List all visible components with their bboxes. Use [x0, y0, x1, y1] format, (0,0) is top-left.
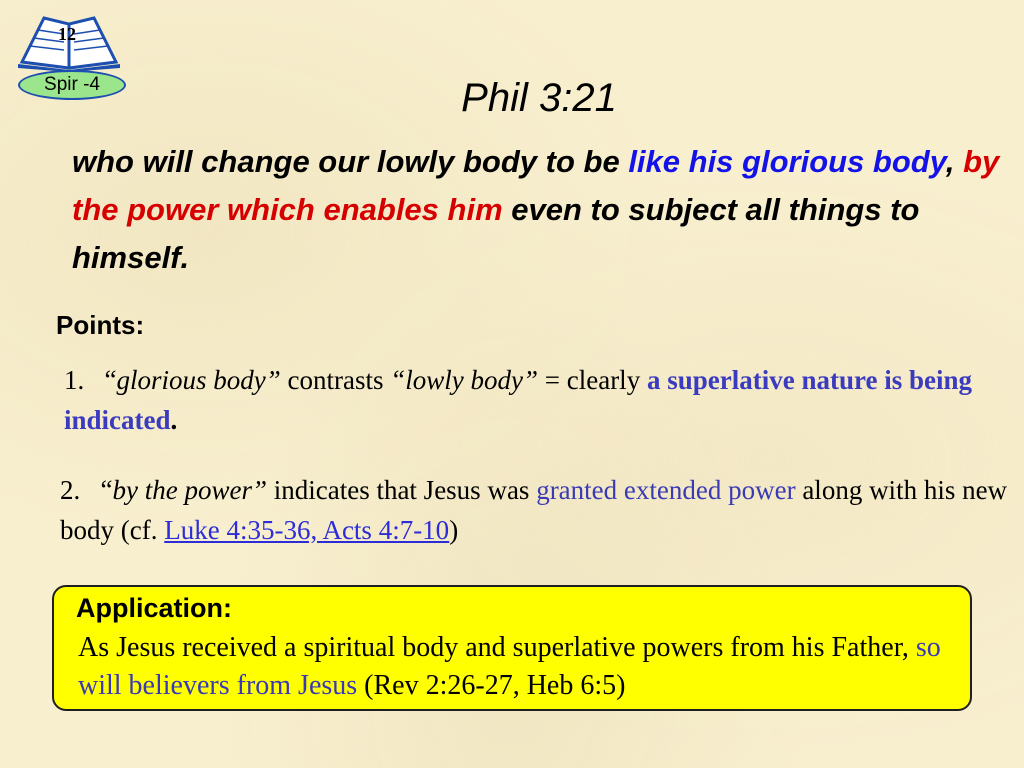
points-heading: Points: [56, 310, 145, 340]
open-quote: “ [104, 365, 117, 395]
point-text: contrasts [280, 365, 391, 395]
point-end: . [170, 405, 178, 435]
verse-part-1: who will change our lowly body to be [72, 144, 629, 179]
point-number: 2. [60, 475, 81, 505]
application-text [78, 629, 958, 705]
application-text-part: As Jesus received a spiritual body and superlative powers from his Father, [78, 632, 916, 663]
verse-part-3: , [945, 144, 964, 179]
point-emphasis: granted extended power [536, 475, 796, 505]
point-quote: glorious body” [116, 365, 281, 395]
scripture-link[interactable]: Luke 4:35-36, Acts 4:7-10 [164, 515, 450, 545]
application-title: Application: [76, 593, 232, 623]
application-highlight: so will believers from Jesus [78, 632, 941, 701]
point-text: = clearly [538, 365, 647, 395]
open-quote: “ [100, 475, 113, 505]
point-quote: “lowly body” [390, 365, 539, 395]
point-end: ) [449, 515, 459, 545]
point-text: indicates that Jesus was [266, 475, 537, 505]
section-label: Spir -4 [18, 70, 126, 100]
point-text: along with his new body (cf. [60, 475, 1008, 545]
point-2 [60, 470, 1010, 550]
point-1 [64, 360, 1014, 440]
verse-highlight-blue: like his glorious body [628, 144, 946, 179]
verse-text [72, 138, 1002, 282]
verse-part-5: even to subject all things to himself. [72, 192, 920, 275]
verse-highlight-red: by the power which enables him [72, 144, 1000, 227]
point-quote: by the power” [112, 475, 267, 505]
application-box [52, 585, 972, 711]
slide-number: 12 [58, 24, 76, 44]
application-text-part: (Rev 2:26-27, Heb 6:5) [357, 670, 626, 701]
point-emphasis: a superlative nature is being indicated [64, 365, 972, 435]
page-title: Phil 3:21 [461, 76, 617, 120]
point-number: 1. [64, 365, 85, 395]
